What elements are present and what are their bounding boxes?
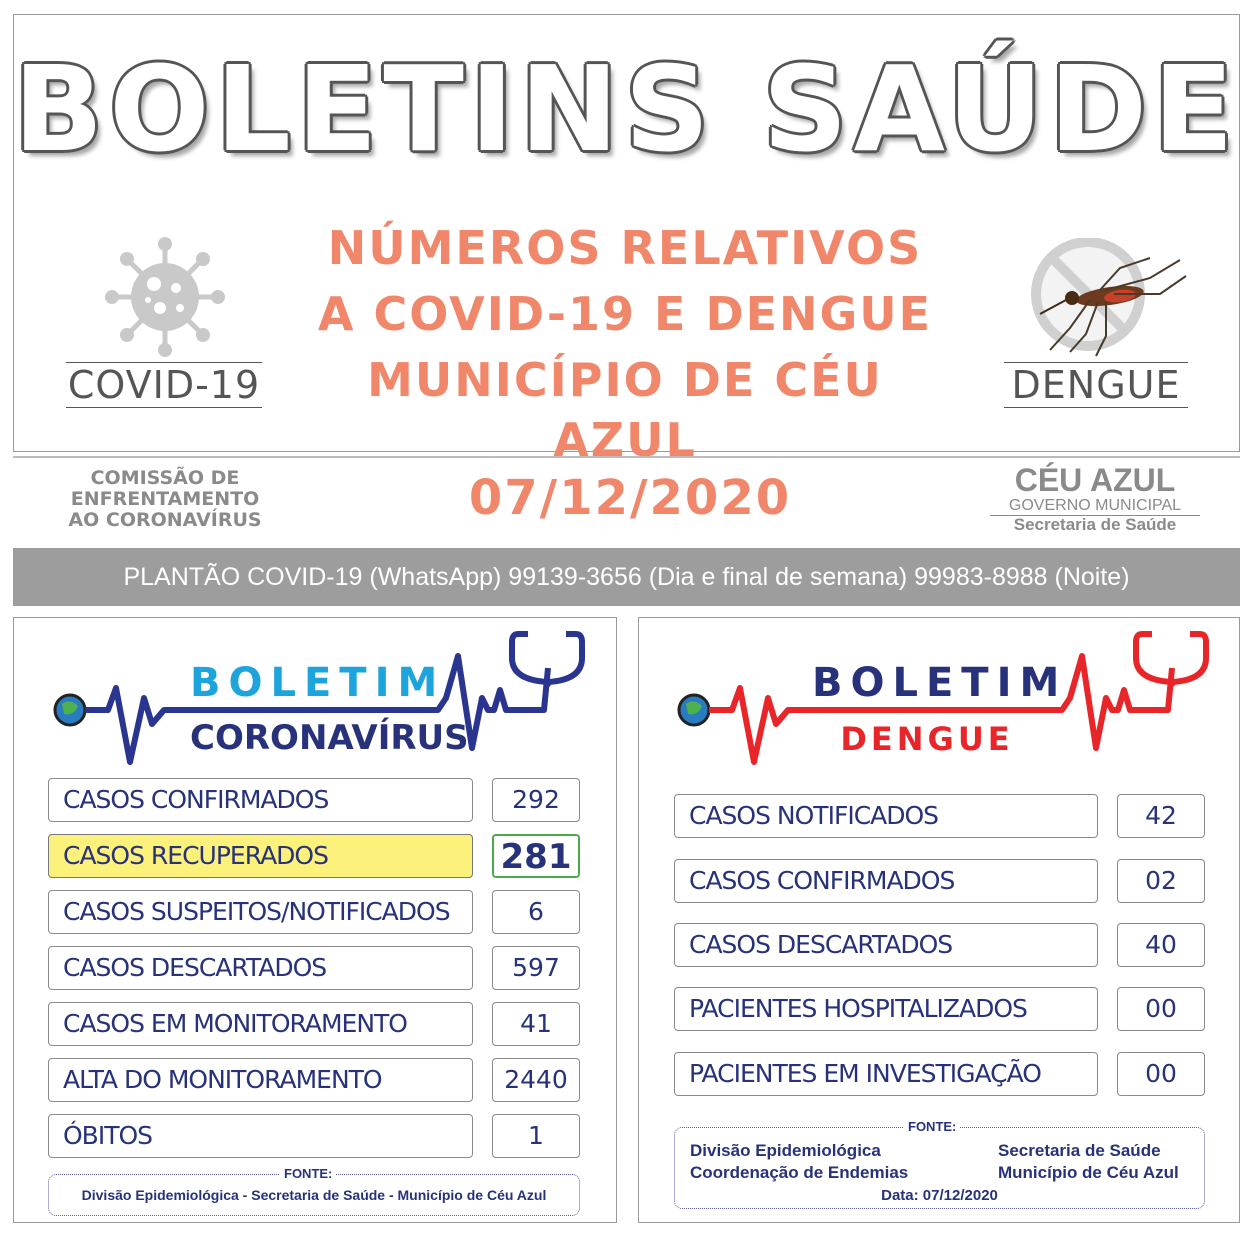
committee-line-3: AO CORONAVÍRUS [68,509,262,531]
dengue-fonte-left-1: Divisão Epidemiológica [690,1141,881,1160]
city-name: CÉU AZUL [1014,462,1176,498]
bulletin-date: 07/12/2020 [468,470,792,526]
dengue-fonte-right-2: Município de Céu Azul [998,1163,1179,1182]
subtitle-line-2: A COVID-19 E DENGUE [317,287,933,341]
plantao-text: PLANTÃO COVID-19 (WhatsApp) 99139-3656 (Dia e final de semana) 99983-8988 (Noite) [123,563,1130,591]
mosquito-icon [1010,238,1190,358]
covid-row-value-highlight: 281 [492,834,580,878]
dengue-logo-label: DENGUE [1004,362,1188,408]
covid-row-value: 6 [492,890,580,934]
city-secretariat: Secretaria de Saúde [1013,515,1177,534]
covid-row-value: 1 [492,1114,580,1158]
covid-row-label: ALTA DO MONITORAMENTO [48,1058,473,1102]
dengue-row-label: PACIENTES HOSPITALIZADOS [674,987,1098,1031]
covid-fonte-text: Divisão Epidemiológica - Secretaria de Saúde - Município de Céu Azul [81,1187,547,1203]
covid-row-value: 2440 [492,1058,580,1102]
covid-row-label: CASOS CONFIRMADOS [48,778,473,822]
covid-row-value: 597 [492,946,580,990]
dengue-row-value: 42 [1117,794,1205,838]
committee-block [60,468,270,531]
dengue-fonte-left-2: Coordenação de Endemias [690,1163,909,1182]
dengue-row-value: 00 [1117,987,1205,1031]
covid-row-value: 292 [492,778,580,822]
dengue-row-label: CASOS CONFIRMADOS [674,859,1098,903]
dengue-row-label: CASOS DESCARTADOS [674,923,1098,967]
covid-fonte-title: FONTE: [280,1166,336,1181]
dengue-row-label: CASOS NOTIFICADOS [674,794,1098,838]
covid-row-label: CASOS EM MONITORAMENTO [48,1002,473,1046]
covid-row-label: CASOS DESCARTADOS [48,946,473,990]
subtitle-line-3: MUNICÍPIO DE CÉU AZUL [367,353,883,467]
dengue-row-value: 40 [1117,923,1205,967]
committee-line-2: ENFRENTAMENTO [70,488,260,510]
covid-row-label-highlight: CASOS RECUPERADOS [48,834,473,878]
dengue-fonte-date: Data: 07/12/2020 [881,1187,998,1204]
dengue-fonte-right-1: Secretaria de Saúde [998,1141,1161,1160]
dengue-row-value: 02 [1117,859,1205,903]
coronavirus-icon [102,236,228,358]
dengue-boletim-heading: BOLETIM [812,660,1068,706]
covid-row-label: CASOS SUSPEITOS/NOTIFICADOS [48,890,473,934]
covid-row-label: ÓBITOS [48,1114,473,1158]
subtitle-line-1: NÚMEROS RELATIVOS [327,221,923,275]
covid-coronavirus-heading: CORONAVÍRUS [190,718,469,758]
dengue-row-value: 00 [1117,1052,1205,1096]
dengue-row-label: PACIENTES EM INVESTIGAÇÃO [674,1052,1098,1096]
main-title: BOLETINS SAÚDE [13,40,1240,178]
covid-boletim-heading: BOLETIM [190,660,446,706]
dengue-fonte-title: FONTE: [904,1119,960,1134]
covid-logo-label: COVID-19 [67,363,261,407]
covid-row-value: 41 [492,1002,580,1046]
dengue-dengue-heading: DENGUE [840,720,1014,758]
committee-line-1: COMISSÃO DE [90,467,240,489]
city-government: GOVERNO MUNICIPAL [990,497,1200,516]
